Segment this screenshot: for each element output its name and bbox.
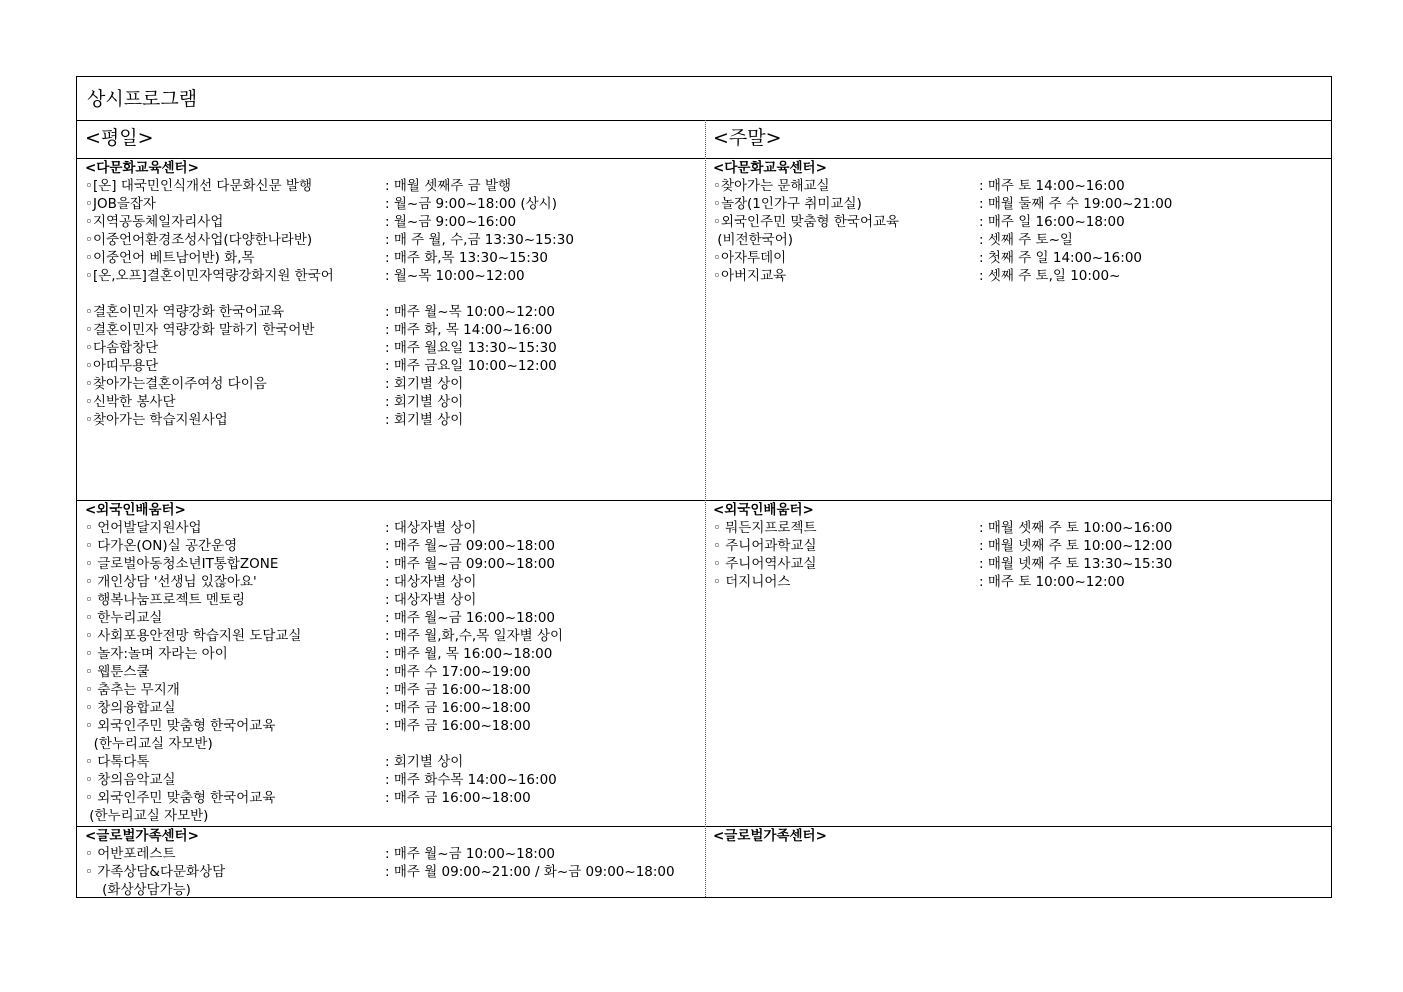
program-schedule: : 매주 월 09:00~21:00 / 화~금 09:00~18:00 [385,864,675,880]
section-title: <외국인배움터> [85,502,186,518]
program-schedule: : 매주 월~금 09:00~18:00 [385,538,556,554]
program-name: ◦ 개인상담 '선생님 있잖아요' [85,574,257,590]
program-name: ◦ 글로벌아동청소년IT통합ZONE [85,556,279,572]
program-row [85,303,700,321]
program-name: ◦찾아가는 문해교실 [713,178,830,194]
program-row [85,845,700,863]
program-name: (한누리교실 자모반) [85,808,209,824]
program-row [85,357,700,375]
program-name: ◦ 사회포용안전망 학습지원 도담교실 [85,628,302,644]
weekend-global-family-cell [713,827,1328,845]
program-schedule: : 매월 셋째주 금 발행 [385,178,512,194]
program-row [85,663,700,681]
program-name: ◦아버지교육 [713,268,787,284]
section-title: <다문화교육센터> [85,160,199,176]
program-schedule: : 매주 월~금 10:00~18:00 [385,846,556,862]
program-name: ◦[온,오프]결혼이민자역량강화지원 한국어 [85,268,334,284]
program-row [85,393,700,411]
program-name: (화상상담가능) [85,882,191,898]
program-name: ◦[온] 대국민인식개선 다문화신문 발행 [85,178,312,194]
program-schedule: : 회기별 상이 [385,412,464,428]
program-schedule: : 회기별 상이 [385,394,464,410]
program-row [85,195,700,213]
program-name: ◦찾아가는결혼이주여성 다이음 [85,376,267,392]
program-row [85,411,700,429]
program-name: ◦JOB을잡자 [85,196,156,212]
program-schedule: : 셋째 주 토,일 10:00~ [979,268,1121,284]
weekend-multicultural-cell [713,159,1328,285]
program-name: ◦ 창의융합교실 [85,700,176,716]
section-title: <글로벌가족센터> [713,828,827,844]
program-row [85,699,700,717]
column-divider [705,120,706,897]
program-schedule: : 월~목 10:00~12:00 [385,268,525,284]
program-row [85,555,700,573]
program-schedule: : 매월 둘째 주 수 19:00~21:00 [979,196,1173,212]
program-name: ◦ 다가온(ON)실 공간운영 [85,538,238,554]
program-schedule: : 매월 넷째 주 토 13:30~15:30 [979,556,1173,572]
program-name: ◦ 춤추는 무지개 [85,682,180,698]
program-schedule: : 월~금 9:00~16:00 [385,214,517,230]
section-title: <외국인배움터> [713,502,814,518]
program-schedule: : 매주 월~금 16:00~18:00 [385,610,556,626]
program-schedule: : 셋째 주 토~일 [979,232,1073,248]
program-row [713,231,1328,249]
program-schedule: : 매주 월,화,수,목 일자별 상이 [385,628,564,644]
program-schedule: : 매주 월~목 10:00~12:00 [385,304,556,320]
program-row [713,267,1328,285]
program-schedule: : 대상자별 상이 [385,592,477,608]
program-name: (한누리교실 자모반) [85,736,213,752]
program-schedule: : 매주 금 16:00~18:00 [385,682,531,698]
program-schedule: : 매주 토 14:00~16:00 [979,178,1125,194]
program-row [85,177,700,195]
program-schedule: : 매주 금요일 10:00~12:00 [385,358,557,374]
program-schedule: : 대상자별 상이 [385,520,477,536]
program-name: ◦ 가족상담&다문화상담 [85,864,226,880]
program-row [85,771,700,789]
program-name: ◦결혼이민자 역량강화 말하기 한국어반 [85,322,315,338]
program-name: ◦ 외국인주민 맞춤형 한국어교육 [85,718,276,734]
program-schedule: : 매주 화수목 14:00~16:00 [385,772,557,788]
program-schedule: : 매주 월요일 13:30~15:30 [385,340,557,356]
program-name: ◦ 창의음악교실 [85,772,176,788]
program-schedule: : 매주 금 16:00~18:00 [385,700,531,716]
program-row [85,321,700,339]
weekend-header: <주말> [713,127,782,149]
spacer [85,285,700,303]
program-schedule: : 매주 월~금 09:00~18:00 [385,556,556,572]
program-row [85,645,700,663]
program-name: ◦외국인주민 맞춤형 한국어교육 [713,214,900,230]
program-schedule: : 회기별 상이 [385,754,464,770]
program-name: (비전한국어) [713,232,794,248]
program-name: ◦놀장(1인가구 취미교실) [713,196,862,212]
program-row [713,519,1328,537]
program-name: ◦ 다톡다톡 [85,754,150,770]
program-schedule: : 매주 일 16:00~18:00 [979,214,1125,230]
program-row [713,573,1328,591]
program-row [85,537,700,555]
section-title: <다문화교육센터> [713,160,827,176]
program-row [85,591,700,609]
program-schedule: : 매월 셋째 주 토 10:00~16:00 [979,520,1173,536]
program-row [85,807,700,825]
weekday-multicultural-cell [85,159,700,429]
divider [77,120,1331,121]
weekday-foreigner-cell [85,501,700,825]
program-schedule: : 회기별 상이 [385,376,464,392]
program-row [85,863,700,881]
program-name: ◦ 뭐든지프로젝트 [713,520,817,536]
program-row [713,177,1328,195]
program-row [713,537,1328,555]
program-row [85,717,700,735]
program-schedule: : 첫째 주 일 14:00~16:00 [979,250,1142,266]
program-name: ◦다솜합창단 [85,340,159,356]
program-row [85,213,700,231]
program-row [85,681,700,699]
program-row [713,555,1328,573]
section-title: <글로벌가족센터> [85,828,199,844]
program-name: ◦ 어반포레스트 [85,846,176,862]
program-name: ◦ 주니어역사교실 [713,556,817,572]
program-schedule: : 매주 금 16:00~18:00 [385,790,531,806]
program-row [85,375,700,393]
program-row [85,231,700,249]
program-name: ◦이중언어 베트남어반) 화,목 [85,250,255,266]
program-row [85,573,700,591]
program-row [85,609,700,627]
program-row [85,267,700,285]
weekend-foreigner-cell [713,501,1328,591]
program-name: ◦ 더지니어스 [713,574,791,590]
program-name: ◦ 외국인주민 맞춤형 한국어교육 [85,790,276,806]
program-name: ◦이중언어환경조성사업(다양한나라반) [85,232,313,248]
page-title: 상시프로그램 [87,88,198,110]
program-name: ◦아띠무용단 [85,358,159,374]
program-name: ◦ 웹툰스쿨 [85,664,150,680]
program-name: ◦ 한누리교실 [85,610,163,626]
program-schedule: : 매 주 월, 수,금 13:30~15:30 [385,232,574,248]
program-name: ◦찾아가는 학습지원사업 [85,412,228,428]
program-name: ◦ 놀자:놀며 자라는 아이 [85,646,228,662]
program-name: ◦신박한 봉사단 [85,394,176,410]
program-schedule: : 매주 금 16:00~18:00 [385,718,531,734]
program-row [713,213,1328,231]
program-row [85,881,700,899]
program-row [85,789,700,807]
program-schedule: : 매주 수 17:00~19:00 [385,664,531,680]
weekday-header: <평일> [85,127,154,149]
program-table [76,76,1332,898]
program-row [85,339,700,357]
program-row [85,627,700,645]
program-row [713,249,1328,267]
program-name: ◦아자투데이 [713,250,787,266]
weekday-global-family-cell [85,827,700,899]
program-row [85,753,700,771]
program-name: ◦지역공동체일자리사업 [85,214,224,230]
program-row [85,735,700,753]
program-name: ◦결혼이민자 역량강화 한국어교육 [85,304,285,320]
program-row [85,519,700,537]
program-row [713,195,1328,213]
program-row [85,249,700,267]
program-schedule: : 매주 토 10:00~12:00 [979,574,1125,590]
program-name: ◦ 행복나눔프로젝트 멘토링 [85,592,245,608]
program-schedule: : 월~금 9:00~18:00 (상시) [385,196,557,212]
program-schedule: : 대상자별 상이 [385,574,477,590]
program-schedule: : 매주 화,목 13:30~15:30 [385,250,548,266]
program-schedule: : 매주 월, 목 16:00~18:00 [385,646,553,662]
program-schedule: : 매주 화, 목 14:00~16:00 [385,322,553,338]
program-name: ◦ 주니어과학교실 [713,538,817,554]
program-name: ◦ 언어발달지원사업 [85,520,202,536]
program-schedule: : 매월 넷째 주 토 10:00~12:00 [979,538,1173,554]
